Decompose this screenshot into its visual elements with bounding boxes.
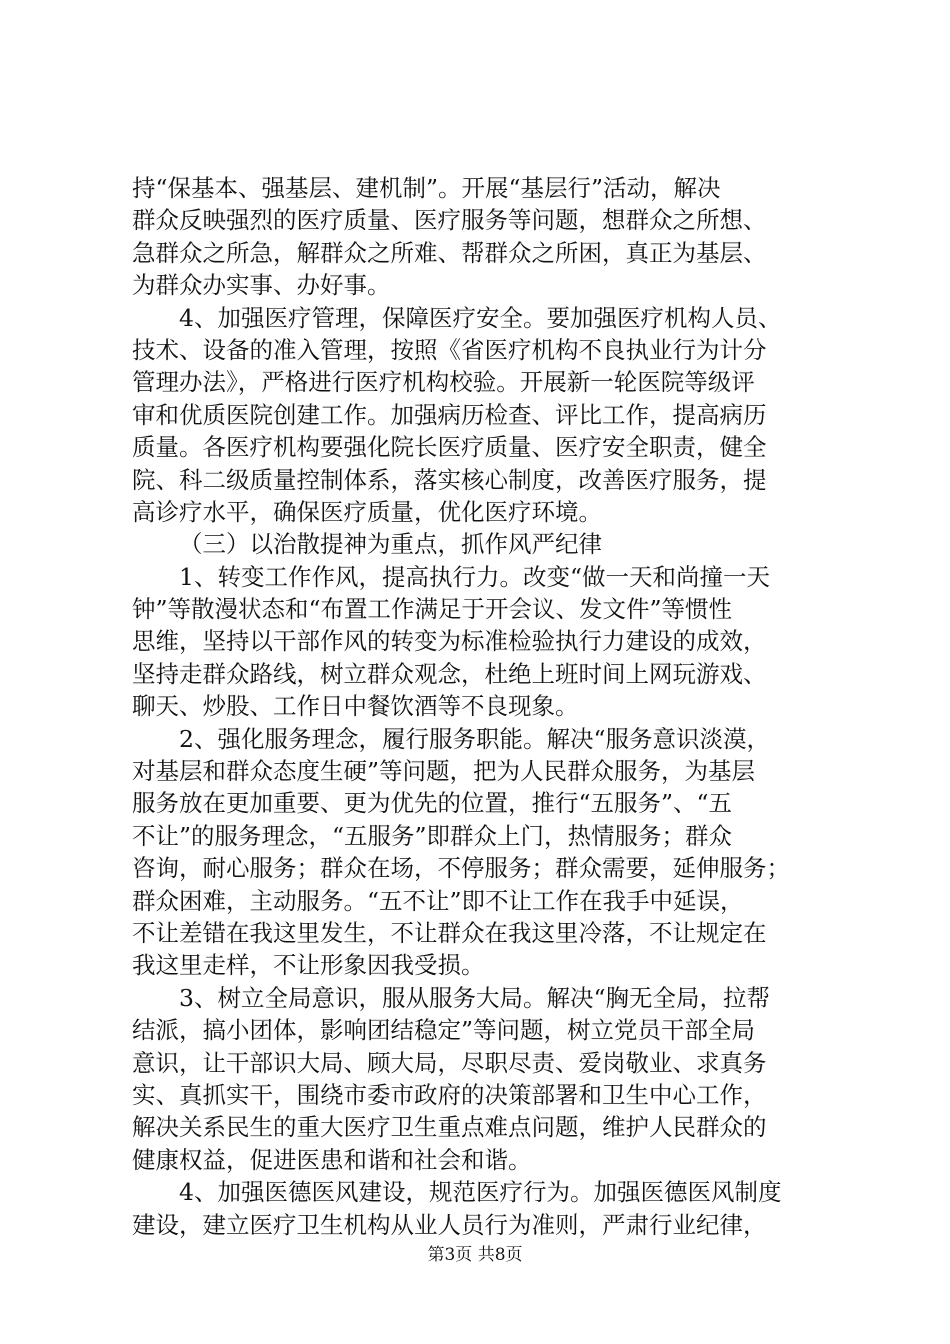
text-line: 1、转变工作作风，提高执行力。改变“做一天和尚撞一天	[179, 562, 770, 591]
text-line: 不让”的服务理念，“五服务”即群众上门，热情服务；群众	[132, 821, 733, 850]
text-line: 思维，坚持以干部作风的转变为标准检验执行力建设的成效，	[132, 627, 767, 656]
text-line: 审和优质医院创建工作。加强病历检查、评比工作，提高病历	[132, 400, 767, 429]
text-line: 急群众之所急，解群众之所难、帮群众之所困，真正为基层、	[132, 238, 767, 267]
text-line: 服务放在更加重要、更为优先的位置，推行“五服务”、“五	[132, 789, 733, 818]
text-line: 不让差错在我这里发生，不让群众在我这里冷落，不让规定在	[132, 918, 767, 947]
text-line: 群众困难，主动服务。“五不让”即不让工作在我手中延误，	[132, 886, 744, 915]
text-line: 4、加强医疗管理，保障医疗安全。要加强医疗机构人员、	[179, 303, 782, 332]
text-line: 健康权益，促进医患和谐和社会和谐。	[132, 1145, 532, 1174]
text-line: 院、科二级质量控制体系，落实核心制度，改善医疗服务，提	[132, 465, 767, 494]
text-line: 解决关系民生的重大医疗卫生重点难点问题，维护人民群众的	[132, 1113, 767, 1142]
text-line: 钟”等散漫状态和“布置工作满足于开会议、发文件”等惯性	[132, 595, 733, 624]
text-line: 质量。各医疗机构要强化院长医疗质量、医疗安全职责，健全	[132, 433, 767, 462]
text-line: 结派，搞小团体，影响团结稳定”等问题，树立党员干部全局	[132, 1016, 756, 1045]
text-line: 2、强化服务理念，履行服务职能。解决“服务意识淡漠，	[179, 724, 770, 753]
text-line: （三）以治散提神为重点，抓作风严纪律	[179, 530, 602, 559]
page-footer: 第3页 共8页	[427, 1245, 523, 1265]
text-line: 咨询，耐心服务；群众在场，不停服务；群众需要，延伸服务；	[132, 854, 790, 883]
text-line: 对基层和群众态度生硬”等问题，把为人民群众服务，为基层	[132, 757, 756, 786]
text-line: 群众反映强烈的医疗质量、医疗服务等问题，想群众之所想、	[132, 206, 767, 235]
text-line: 3、树立全局意识，服从服务大局。解决“胸无全局，拉帮	[179, 983, 770, 1012]
text-line: 管理办法》，严格进行医疗机构校验。开展新一轮医院等级评	[132, 368, 755, 397]
text-line: 高诊疗水平，确保医疗质量，优化医疗环境。	[132, 497, 602, 526]
text-line: 4、加强医德医风建设，规范医疗行为。加强医德医风制度	[179, 1178, 782, 1207]
text-line: 我这里走样，不让形象因我受损。	[132, 951, 485, 980]
document-body	[132, 172, 832, 1241]
text-line: 意识，让干部识大局、顾大局，尽职尽责、爱岗敬业、求真务	[132, 1048, 767, 1077]
text-line: 坚持走群众路线，树立群众观念，杜绝上班时间上网玩游戏、	[132, 659, 767, 688]
text-line: 技术、设备的准入管理，按照《省医疗机构不良执业行为计分	[132, 335, 767, 364]
text-line: 建设，建立医疗卫生机构从业人员行为准则，严肃行业纪律，	[132, 1210, 767, 1239]
text-line: 持“保基本、强基层、建机制”。开展“基层行”活动，解决	[132, 174, 721, 202]
text-line: 为群众办实事、办好事。	[132, 271, 391, 300]
text-line: 聊天、炒股、工作日中餐饮酒等不良现象。	[132, 692, 579, 721]
text-line: 实、真抓实干，围绕市委市政府的决策部署和卫生中心工作，	[132, 1080, 767, 1109]
